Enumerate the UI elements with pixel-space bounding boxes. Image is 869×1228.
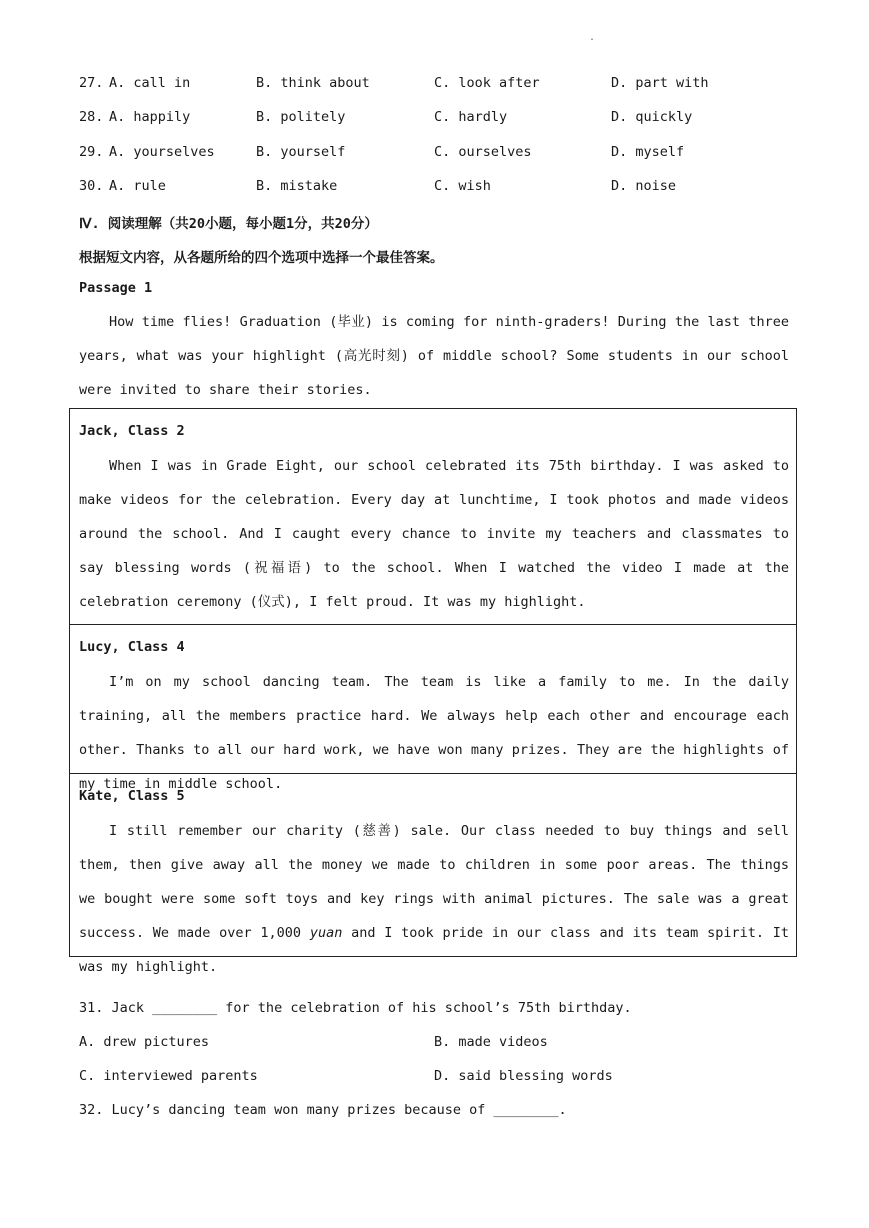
option-b: B. yourself xyxy=(256,144,346,160)
question-number: 27. xyxy=(79,75,104,91)
story-title: Jack, Class 2 xyxy=(79,423,185,439)
story-body xyxy=(79,449,789,619)
option-b: B. politely xyxy=(256,109,346,125)
option-c: C. look after xyxy=(434,75,540,91)
story-box-kate xyxy=(69,773,797,975)
option-a: A. rule xyxy=(109,178,166,194)
option-d: D. noise xyxy=(611,178,677,194)
option-b: B. mistake xyxy=(256,178,338,194)
passage-intro-text: How time flies! Graduation (毕业) is coming for ninth-graders! During the last three years, what was your highlight (高光时刻) of middle school? Some students in our school were invited to share their stories. xyxy=(79,314,789,398)
question-31-options-row1 xyxy=(79,1034,799,1054)
story-text-em: yuan xyxy=(309,925,343,941)
story-title: Lucy, Class 4 xyxy=(79,639,185,655)
option-c: C. hardly xyxy=(434,109,508,125)
question-number: 30. xyxy=(79,178,104,194)
option-c: C. ourselves xyxy=(434,144,532,160)
story-text-before: I still remember our charity (慈善) sale. Our class needed to buy things and sell them, then give away all the money we made to children in some poor areas. The things we bought were some soft toys and key rings with animal pictures. The sale was a great success. We made over 1,000 xyxy=(79,823,789,941)
passage-intro xyxy=(79,305,789,407)
story-box-lucy xyxy=(69,624,797,792)
question-row-29 xyxy=(79,144,799,164)
story-title: Kate, Class 5 xyxy=(79,788,185,804)
question-31-options-row2 xyxy=(79,1068,799,1088)
section-title: Ⅳ. 阅读理解（共20小题，每小题1分，共20分） xyxy=(79,216,378,232)
option-d: D. said blessing words xyxy=(434,1068,613,1084)
option-d: D. quickly xyxy=(611,109,693,125)
option-a: A. call in xyxy=(109,75,191,91)
question-row-27 xyxy=(79,75,799,95)
question-31-stem: 31. Jack ________ for the celebration of his school’s 75th birthday. xyxy=(79,1000,632,1016)
option-c: C. wish xyxy=(434,178,491,194)
option-a: A. drew pictures xyxy=(79,1034,210,1050)
story-text-after: and I took pride in our class and its team spirit. It was my highlight. xyxy=(79,925,789,975)
option-a: A. yourselves xyxy=(109,144,215,160)
option-d: D. myself xyxy=(611,144,685,160)
question-row-28 xyxy=(79,109,799,129)
option-a: A. happily xyxy=(109,109,191,125)
question-number: 29. xyxy=(79,144,104,160)
story-box-jack xyxy=(69,408,797,625)
passage-label: Passage 1 xyxy=(79,280,153,296)
option-d: D. part with xyxy=(611,75,709,91)
option-b: B. think about xyxy=(256,75,370,91)
story-text: I’m on my school dancing team. The team is like a family to me. In the daily training, all the members practice hard. We always help each other and encourage each other. Thanks to all our hard work, we have won many prizes. They are the highlights of my time in middle school. xyxy=(79,674,789,792)
question-32-stem: 32. Lucy’s dancing team won many prizes because of ________. xyxy=(79,1102,567,1118)
option-c: C. interviewed parents xyxy=(79,1068,258,1084)
section-instruction: 根据短文内容，从各题所给的四个选项中选择一个最佳答案。 xyxy=(79,250,444,266)
question-row-30 xyxy=(79,178,799,198)
page-marker: . xyxy=(589,32,596,43)
question-number: 28. xyxy=(79,109,104,125)
option-b: B. made videos xyxy=(434,1034,548,1050)
story-body xyxy=(79,814,789,984)
story-text: When I was in Grade Eight, our school celebrated its 75th birthday. I was asked to make videos for the celebration. Every day at lunchtime, I took photos and made videos around the school. And I caught every chance to invite my teachers and classmates to say blessing words (祝福语) to the school. When I watched the video I made at the celebration ceremony (仪式), I felt proud. It was my highlight. xyxy=(79,458,789,610)
